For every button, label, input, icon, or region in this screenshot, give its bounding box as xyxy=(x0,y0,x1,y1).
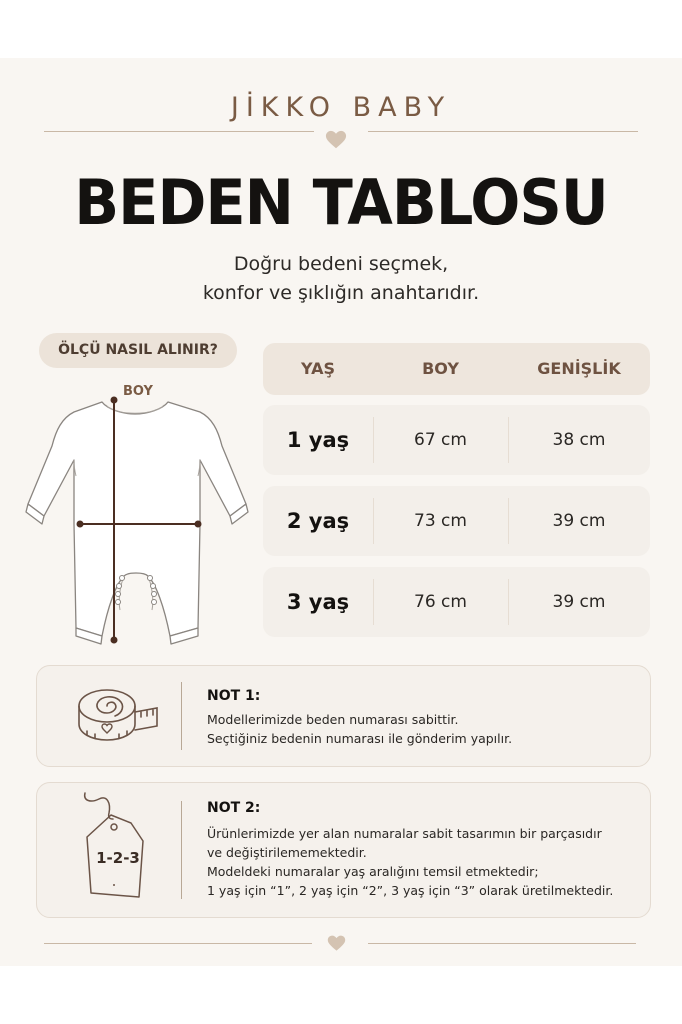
table-row xyxy=(263,567,650,637)
length-label: BOY xyxy=(123,384,153,399)
row-length: 67 cm xyxy=(414,430,467,450)
subtitle xyxy=(0,250,682,308)
how-to-measure-label: ÖLÇÜ NASIL ALINIR? xyxy=(39,333,237,368)
row-age: 3 yaş xyxy=(286,590,350,614)
row-length: 76 cm xyxy=(414,592,467,612)
header-age: YAŞ xyxy=(301,359,335,378)
note-2-line: ve değiştirilememektedir. xyxy=(207,845,367,860)
note-1-card xyxy=(36,665,651,767)
tag-number-text: 1-2-3 xyxy=(96,849,140,867)
header-width: GENİŞLİK xyxy=(537,359,621,378)
row-length: 73 cm xyxy=(414,511,467,531)
note-1-text xyxy=(207,710,512,748)
heart-icon xyxy=(325,129,347,151)
note-1-line: Seçtiğiniz bedenin numarası ile gönderim yapılır. xyxy=(207,731,513,746)
note-divider xyxy=(181,801,182,899)
brand-name: JİKKO BABY xyxy=(230,92,452,123)
note-2-line: Ürünlerimizde yer alan numaralar sabit tasarımın bir parçasıdır xyxy=(207,826,602,841)
note-2-text xyxy=(207,824,613,900)
row-age: 1 yaş xyxy=(286,428,350,452)
header-rule-right xyxy=(368,131,638,132)
subtitle-line-2: konfor ve şıklığın anahtarıdır. xyxy=(202,282,480,304)
note-divider xyxy=(181,682,182,750)
row-age: 2 yaş xyxy=(286,509,350,533)
romper-icon xyxy=(24,396,254,652)
subtitle-line-1: Doğru bedeni seçmek, xyxy=(233,253,449,275)
note-1-title: NOT 1: xyxy=(207,688,261,704)
header-rule-left xyxy=(44,131,314,132)
note-2-line: Modeldeki numaralar yaş aralığını temsil etmektedir; xyxy=(207,864,539,879)
row-width: 39 cm xyxy=(552,592,606,612)
note-1-line: Modellerimizde beden numarası sabittir. xyxy=(207,712,459,727)
table-row xyxy=(263,405,650,475)
price-tag-icon xyxy=(81,789,147,903)
row-width: 39 cm xyxy=(552,511,606,531)
measuring-tape-icon xyxy=(77,682,161,748)
row-width: 38 cm xyxy=(552,430,606,450)
heart-icon xyxy=(327,934,346,953)
size-table-header xyxy=(263,343,650,395)
page-title: BEDEN TABLOSU xyxy=(74,166,608,239)
note-2-title: NOT 2: xyxy=(207,800,261,816)
footer-rule-left xyxy=(44,943,312,944)
table-row xyxy=(263,486,650,556)
footer-rule-right xyxy=(368,943,636,944)
note-2-card xyxy=(36,782,651,918)
header-length: BOY xyxy=(422,359,459,378)
note-2-line: 1 yaş için “1”, 2 yaş için “2”, 3 yaş için “3” olarak üretilmektedir. xyxy=(207,883,614,898)
